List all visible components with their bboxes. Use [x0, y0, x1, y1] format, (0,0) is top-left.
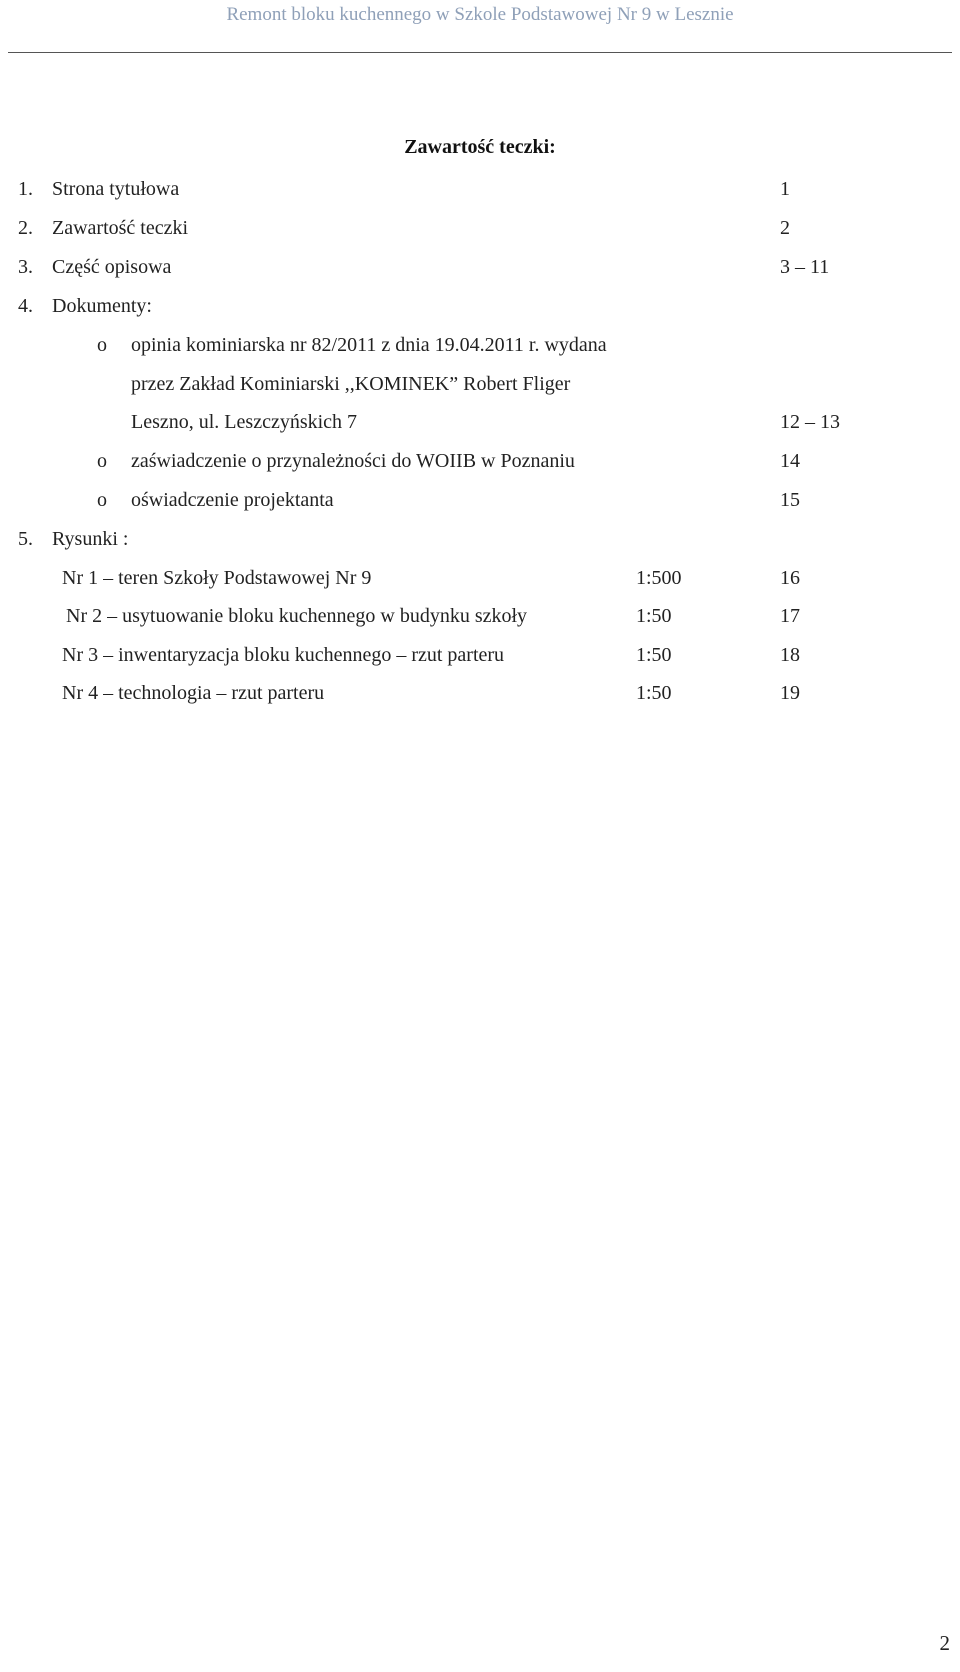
drawing-3-scale: 1:50 — [636, 644, 672, 666]
page-number: 2 — [939, 1631, 950, 1655]
toc-item-2-number: 2. — [18, 217, 33, 239]
document-2-page: 14 — [780, 450, 800, 472]
header-rule — [8, 52, 952, 53]
drawing-3-page: 18 — [780, 644, 800, 666]
toc-item-2-label: Zawartość teczki — [52, 217, 189, 239]
toc-item-5-number: 5. — [18, 528, 33, 550]
document-3-page: 15 — [780, 489, 800, 511]
document-1-line-3: Leszno, ul. Leszczyńskich 7 — [131, 411, 358, 433]
drawing-2-label: Nr 2 – usytuowanie bloku kuchennego w budynku szkoły — [66, 605, 528, 627]
document-bullet: o — [97, 450, 107, 472]
drawing-2-page: 17 — [780, 605, 800, 627]
document-bullet: o — [97, 489, 107, 511]
toc-item-5-label: Rysunki : — [52, 528, 129, 550]
drawing-4-label: Nr 4 – technologia – rzut parteru — [62, 682, 325, 704]
drawing-4-page: 19 — [780, 682, 800, 704]
drawing-3-label: Nr 3 – inwentaryzacja bloku kuchennego – rzut parteru — [62, 644, 505, 666]
drawing-4-scale: 1:50 — [636, 682, 672, 704]
toc-item-3-page: 3 – 11 — [780, 256, 830, 278]
document-3-label: oświadczenie projektanta — [131, 489, 334, 511]
drawing-2-scale: 1:50 — [636, 605, 672, 627]
toc-item-2-page: 2 — [780, 217, 790, 239]
drawing-1-label: Nr 1 – teren Szkoły Podstawowej Nr 9 — [62, 567, 372, 589]
document-1-page: 12 – 13 — [780, 411, 840, 433]
toc-item-4-label: Dokumenty: — [52, 295, 152, 317]
document-2-label: zaświadczenie o przynależności do WOIIB w Poznaniu — [131, 450, 575, 472]
toc-item-3-number: 3. — [18, 256, 33, 278]
running-header: Remont bloku kuchennego w Szkole Podstawowej Nr 9 w Lesznie — [226, 4, 734, 25]
toc-item-1-number: 1. — [18, 178, 33, 200]
drawing-1-page: 16 — [780, 567, 800, 589]
document-1-line-2: przez Zakład Kominiarski ,,KOMINEK” Robert Fliger — [131, 373, 571, 395]
document-bullet: o — [97, 334, 107, 356]
toc-item-1-label: Strona tytułowa — [52, 178, 180, 200]
document-1-line-1: opinia kominiarska nr 82/2011 z dnia 19.04.2011 r. wydana — [131, 334, 607, 356]
toc-item-1-page: 1 — [780, 178, 790, 200]
drawing-1-scale: 1:500 — [636, 567, 682, 589]
toc-item-4-number: 4. — [18, 295, 33, 317]
toc-item-3-label: Część opisowa — [52, 256, 172, 278]
page-title: Zawartość teczki: — [404, 136, 556, 158]
